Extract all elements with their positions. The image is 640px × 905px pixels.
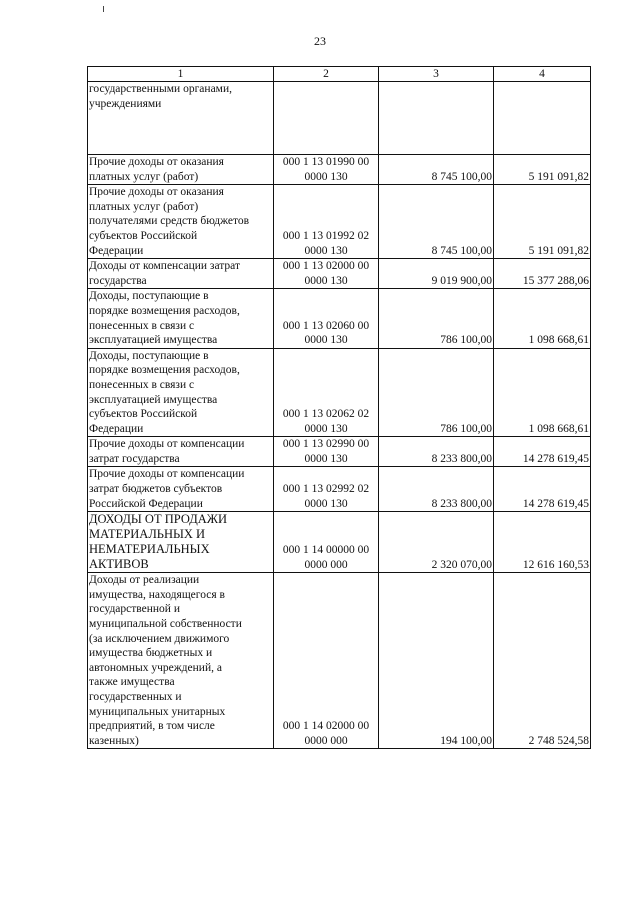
budget-code: 000 1 13 02990 00 0000 130	[274, 437, 379, 467]
amount-planned: 8 745 100,00	[379, 155, 494, 185]
income-name: Доходы от компенсации затрат государства	[88, 259, 274, 289]
income-name: Прочие доходы от оказания платных услуг (работ) получателями средств бюджетов субъектов Российской Федерации	[88, 185, 274, 259]
column-header-3: 3	[379, 67, 494, 82]
amount-planned	[379, 82, 494, 155]
amount-actual: 14 278 619,45	[494, 467, 591, 512]
amount-actual: 15 377 288,06	[494, 259, 591, 289]
amount-actual: 1 098 668,61	[494, 348, 591, 437]
budget-code: 000 1 14 00000 00 0000 000	[274, 512, 379, 573]
budget-code: 000 1 13 01990 00 0000 130	[274, 155, 379, 185]
amount-planned: 9 019 900,00	[379, 259, 494, 289]
page-number: 23	[314, 34, 326, 48]
income-name: Прочие доходы от компенсации затрат бюджетов субъектов Российской Федерации	[88, 467, 274, 512]
income-name: Прочие доходы от компенсации затрат государства	[88, 437, 274, 467]
amount-planned: 2 320 070,00	[379, 512, 494, 573]
budget-table	[87, 66, 591, 749]
amount-actual	[494, 82, 591, 155]
income-name: Доходы от реализации имущества, находящегося в государственной и муниципальной собственности (за исключением движимого имущества бюджетных и автономных учреждений, а также имущества государственных и муниципальных унитарных предприятий, в том числе казенных)	[88, 573, 274, 749]
table-row	[88, 437, 591, 467]
income-name: государственными органами, учреждениями	[88, 82, 274, 155]
income-name: Доходы, поступающие в порядке возмещения расходов, понесенных в связи с эксплуатацией имущества	[88, 289, 274, 348]
table-row	[88, 155, 591, 185]
budget-code: 000 1 13 02000 00 0000 130	[274, 259, 379, 289]
table-row	[88, 82, 591, 155]
table-row	[88, 512, 591, 573]
income-name: Прочие доходы от оказания платных услуг (работ)	[88, 155, 274, 185]
table-row	[88, 259, 591, 289]
amount-planned: 8 233 800,00	[379, 437, 494, 467]
amount-planned: 8 233 800,00	[379, 467, 494, 512]
table-row	[88, 348, 591, 437]
table-header-row	[88, 67, 591, 82]
budget-code	[274, 82, 379, 155]
column-header-1: 1	[88, 67, 274, 82]
income-name: Доходы, поступающие в порядке возмещения расходов, понесенных в связи с эксплуатацией имущества субъектов Российской Федерации	[88, 348, 274, 437]
table-row	[88, 467, 591, 512]
amount-actual: 12 616 160,53	[494, 512, 591, 573]
scan-mark	[103, 6, 104, 12]
table-row	[88, 289, 591, 348]
amount-actual: 5 191 091,82	[494, 155, 591, 185]
amount-actual: 1 098 668,61	[494, 289, 591, 348]
amount-actual: 14 278 619,45	[494, 437, 591, 467]
amount-actual: 5 191 091,82	[494, 185, 591, 259]
budget-code: 000 1 14 02000 00 0000 000	[274, 573, 379, 749]
amount-planned: 786 100,00	[379, 289, 494, 348]
budget-code: 000 1 13 02062 02 0000 130	[274, 348, 379, 437]
amount-actual: 2 748 524,58	[494, 573, 591, 749]
column-header-4: 4	[494, 67, 591, 82]
budget-code: 000 1 13 02992 02 0000 130	[274, 467, 379, 512]
income-name: ДОХОДЫ ОТ ПРОДАЖИ МАТЕРИАЛЬНЫХ И НЕМАТЕРИАЛЬНЫХ АКТИВОВ	[88, 512, 274, 573]
table-row	[88, 573, 591, 749]
budget-code: 000 1 13 01992 02 0000 130	[274, 185, 379, 259]
column-header-2: 2	[274, 67, 379, 82]
amount-planned: 8 745 100,00	[379, 185, 494, 259]
amount-planned: 786 100,00	[379, 348, 494, 437]
budget-code: 000 1 13 02060 00 0000 130	[274, 289, 379, 348]
table-row	[88, 185, 591, 259]
amount-planned: 194 100,00	[379, 573, 494, 749]
